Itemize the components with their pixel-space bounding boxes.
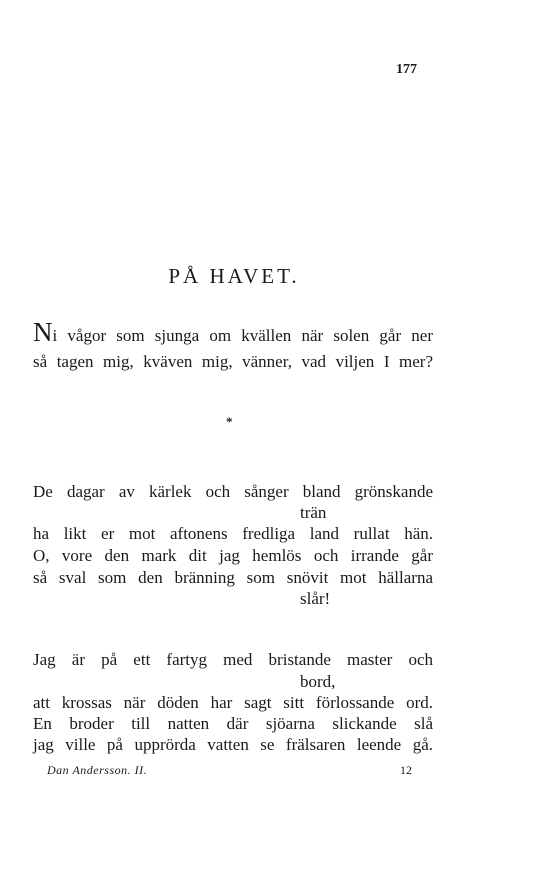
stanza-3-line-1: Jag är på ett fartyg med bristande master och [33,650,433,669]
poem-title: PÅ HAVET. [168,264,300,288]
stanza-2-line-4: så sval som den bränning som snövit mot hällarna [33,568,433,587]
stanza-2-line-1-continuation: trän [300,503,327,522]
stanza-2-line-1: De dagar av kärlek och sånger bland grönskande [33,482,433,501]
footer-author: Dan Andersson. II. [47,763,148,777]
drop-cap: N [33,317,53,347]
page-number: 177 [396,62,417,77]
footer-signature-mark: 12 [400,763,412,777]
stanza-1-line-1 [33,317,433,347]
stanza-1-line-1-text: i vågor som sjunga om kvällen när solen går ner [52,326,433,345]
stanza-2-line-2: ha likt er mot aftonens fredliga land rullat hän. [33,524,433,543]
stanza-3-line-2: att krossas när döden har sagt sitt förlossande ord. [33,693,433,712]
stanza-3-line-1-continuation: bord, [300,672,336,691]
stanza-3-line-4: jag ville på upprörda vatten se frälsaren leende gå. [33,735,433,754]
stanza-2-line-4-continuation: slår! [300,589,331,608]
stanza-2-line-3: O, vore den mark dit jag hemlös och irrande går [33,546,433,565]
stanza-3-line-3: En broder till natten där sjöarna slickande slå [33,714,433,733]
section-separator: * [226,414,233,429]
stanza-1-line-2: så tagen mig, kväven mig, vänner, vad viljen I mer? [33,352,433,371]
